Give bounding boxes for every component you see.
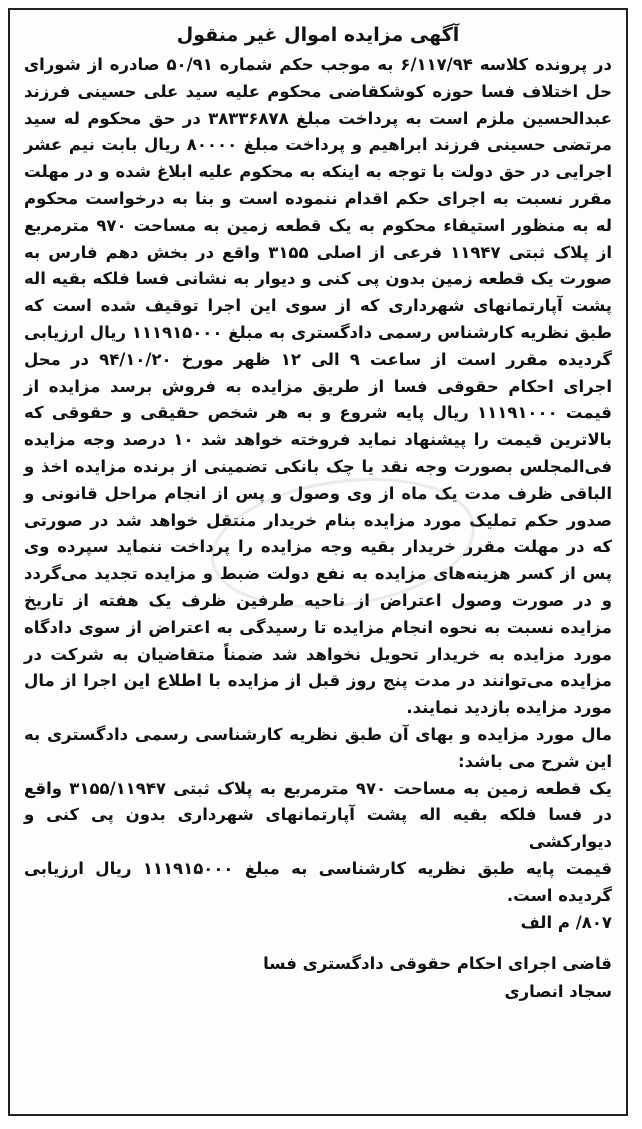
reference-number: ۸۰۷/ م الف	[520, 912, 612, 932]
notice-title: آگهی مزایده اموال غیر منقول	[176, 24, 460, 46]
auction-notice	[8, 8, 628, 1116]
signature-block	[24, 950, 612, 1006]
signature-name: سجاد انصاری	[504, 982, 612, 1002]
base-price: قیمت پایه طبق نظریه کارشناسی به مبلغ ۱۱۱۹۱۵۰۰۰ ریال ارزیابی گردیده است.	[24, 858, 612, 905]
property-intro: مال مورد مزایده و بهای آن طبق نظریه کارشناسی رسمی دادگستری به این شرح می باشد:	[24, 724, 612, 771]
signature-title: قاضی اجرای احکام حقوقی دادگستری فسا	[263, 954, 612, 974]
notice-body: در پرونده کلاسه ۶/۱۱۷/۹۴ به موجب حکم شماره ۵۰/۹۱ صادره از شورای حل اختلاف فسا حوزه کوشکقاضی محکوم علیه سید علی حسینی فرزند عبدالحسین ملزم است به پرداخت مبلغ ۳۸۳۳۶۸۷۸ در حق محکوم له سید مرتضی حسینی فرزند ابراهیم و پرداخت مبلغ ۸۰۰۰۰ ریال بابت نیم عشر اجرایی در حق دولت با توجه به اینکه به محکوم علیه ابلاغ شده و در مهلت مقرر نسبت به اجرای حکم اقدام ننموده است و بنا به درخواست محکوم له به منظور استیفاء محکوم به یک قطعه زمین به مساحت ۹۷۰ مترمربع از پلاک ثبتی ۱۱۹۴۷ فرعی از اصلی ۳۱۵۵ واقع در بخش دهم فارس به صورت یک قطعه زمین بدون پی کنی و دیوار به نشانی فسا فلکه بقیه اله پشت آپارتمانهای شهرداری که از سوی این اجرا توقیف شده است که طبق نظریه کارشناس رسمی دادگستری به مبلغ ۱۱۱۹۱۵۰۰۰ ریال ارزیابی گردیده مقرر است از ساعت ۹ الی ۱۲ ظهر مورخ ۹۴/۱۰/۲۰ در محل اجرای احکام حقوقی فسا از طریق مزایده به فروش برسد مزایده از قیمت ۱۱۱۹۱۰۰۰ ریال پایه شروع و به هر شخص حقیقی و حقوقی که بالاترین قیمت را پیشنهاد نماید فروخته خواهد شد ۱۰ درصد وجه مزایده فی‌المجلس بصورت وجه نقد یا چک بانکی تضمینی از برنده مزایده اخذ و الباقی ظرف مدت یک ماه از وی وصول و پس از انجام مراحل قانونی و صدور حکم تملیک مورد مزایده بنام خریدار منتقل خواهد شد در صورتی که در مهلت مقرر خریدار بقیه وجه مزایده را پرداخت ننماید سپرده وی پس از کسر هزینه‌های مزایده به نفع دولت ضبط و مزایده تجدید می‌گردد و در صورت وصول اعتراض از ناحیه طرفین ظرف یک هفته از تاریخ مزایده نسبت به نحوه انجام مزایده تا رسیدگی به اعتراض از سوی دادگاه مورد مزایده به خریدار تحویل نخواهد شد ضمناً متقاضیان به شرکت در مزایده می‌توانند در مدت پنج روز قبل از مزایده با اطلاع این اجرا از مال مورد مزایده بازدید نمایند.	[24, 55, 612, 718]
property-description: یک قطعه زمین به مساحت ۹۷۰ مترمربع به پلاک ثبتی ۳۱۵۵/۱۱۹۴۷ واقع در فسا فلکه بقیه اله پشت آپارتمانهای شهرداری بدون پی کنی و دیوارکشی	[24, 778, 612, 852]
